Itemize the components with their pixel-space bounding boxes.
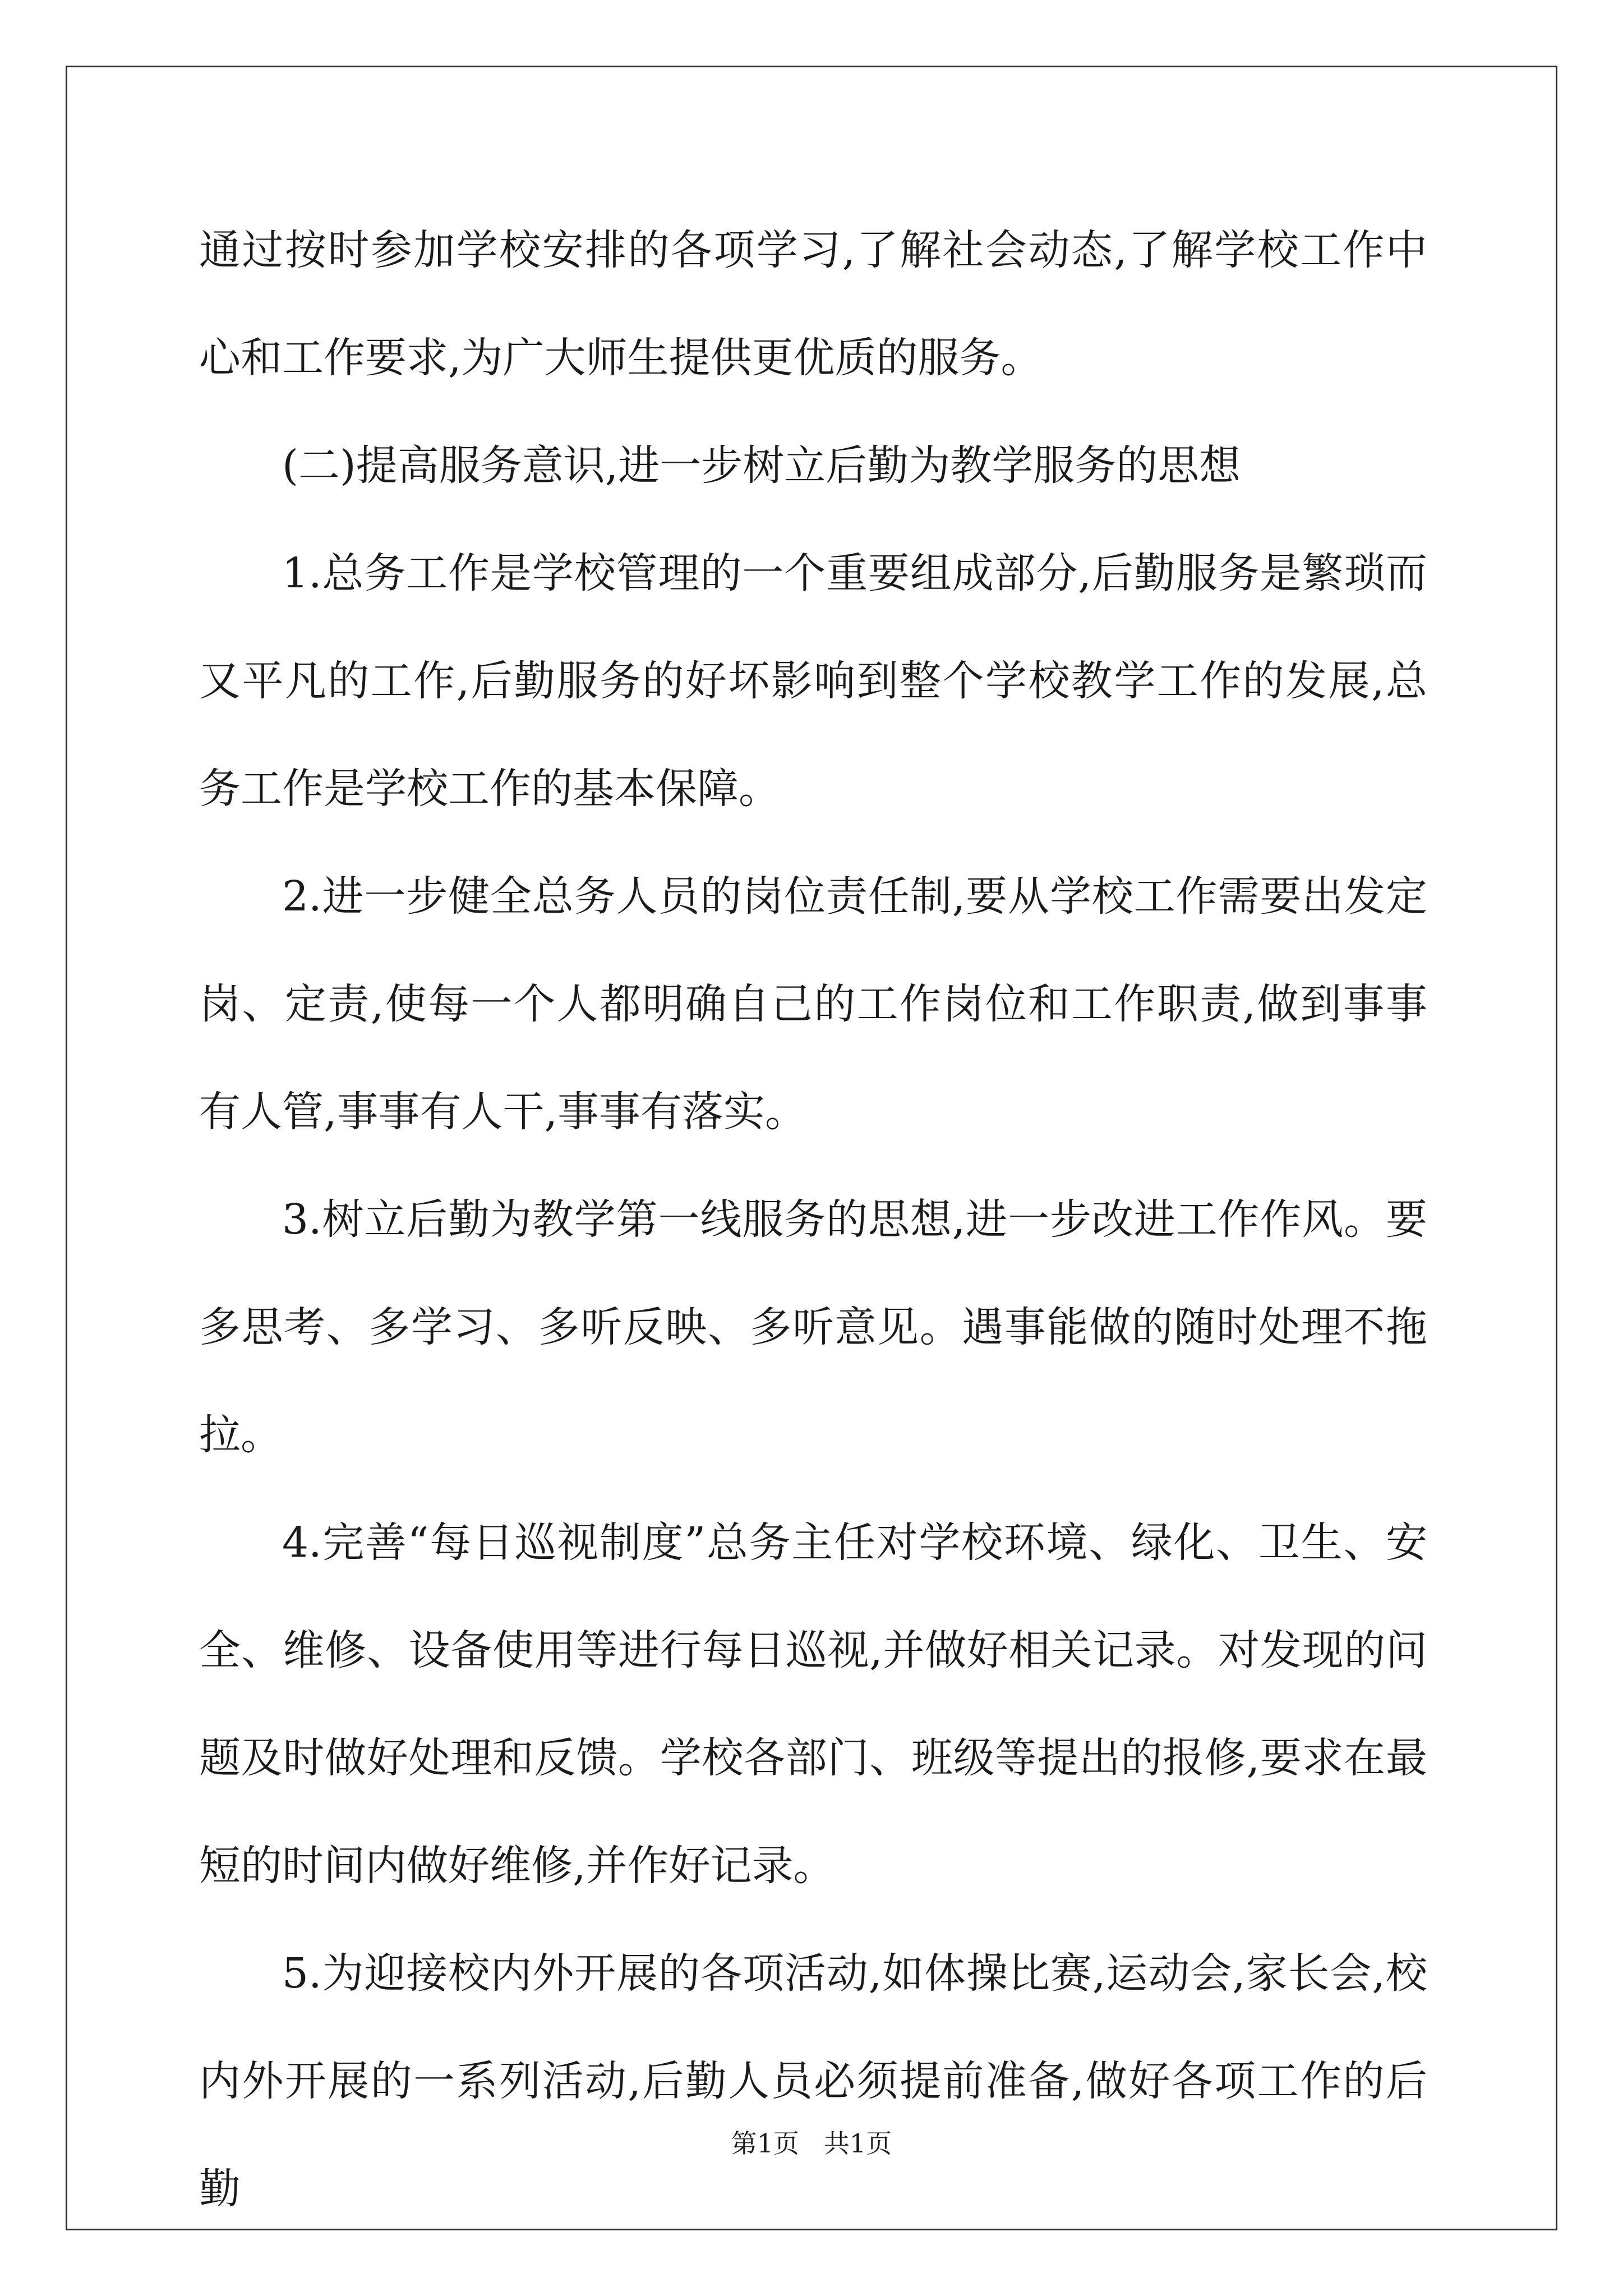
document-body (199, 196, 1427, 2243)
section-heading: (二)提高服务意识,进一步树立后勤为教学服务的思想 (282, 441, 1241, 490)
paragraph-item-2: 2.进一步健全总务人员的岗位责任制,要从学校工作需要出发定岗、定责,使每一个人都明确自己的工作岗位和工作职责,做到事事有人管,事事有人干,事事有落实。 (199, 872, 1427, 1136)
paragraph-item-5: 5.为迎接校内外开展的各项活动,如体操比赛,运动会,家长会,校内外开展的一系列活动,后勤人员必须提前准备,做好各项工作的后勤 (199, 1949, 1427, 2213)
paragraph-item-3: 3.树立后勤为教学第一线服务的思想,进一步改进工作作风。要多思考、多学习、多听反映、多听意见。遇事能做的随时处理不拖拉。 (199, 1195, 1427, 1459)
paragraph-item-4: 4.完善“每日巡视制度”总务主任对学校环境、绿化、卫生、安全、维修、设备使用等进行每日巡视,并做好相关记录。对发现的问题及时做好处理和反馈。学校各部门、班级等提出的报修,要求在最短的时间内做好维修,并作好记录。 (199, 1519, 1427, 1890)
paragraph-1: 通过按时参加学校安排的各项学习,了解社会动态,了解学校工作中心和工作要求,为广大师生提供更优质的服务。 (199, 226, 1427, 382)
page-number-footer: 第1页 共1页 (731, 2128, 892, 2159)
paragraph-item-1: 1.总务工作是学校管理的一个重要组成部分,后勤服务是繁琐而又平凡的工作,后勤服务的好坏影响到整个学校教学工作的发展,总务工作是学校工作的基本保障。 (199, 549, 1427, 813)
